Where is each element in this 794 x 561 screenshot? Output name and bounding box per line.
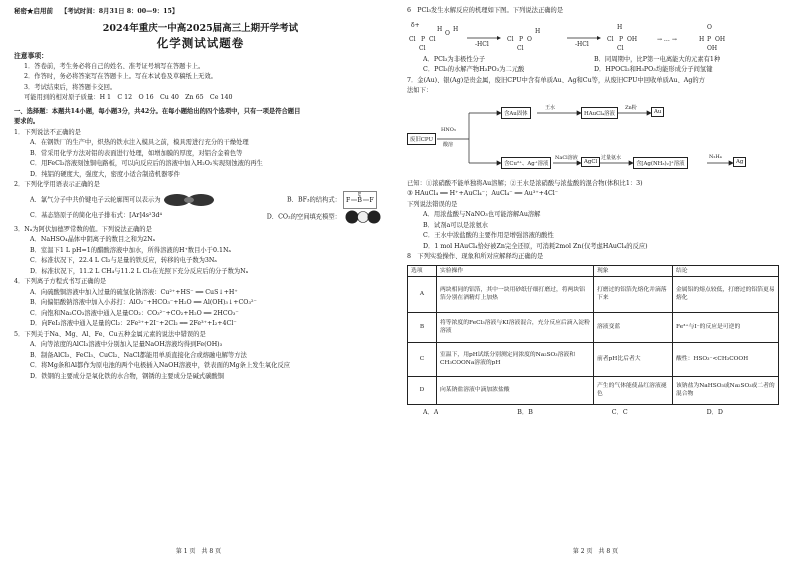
atomic-mass-note: 可能用到的相对原子质量：H 1 C 12 O 16 Cu 40 Zn 65 Ce 140 — [24, 94, 233, 101]
q4-stem: 4．下列离子方程式书写正确的是 — [14, 278, 107, 285]
flow-label-hydrazine: N₂H₄ — [709, 153, 722, 160]
table-cell: 两块相同的铝箔，其中一块用砂纸仔细打磨过，将两块铝箔分别在酒精灯上加热 — [437, 276, 594, 312]
note-item: 1．答卷前，考生务必将自己的姓名、准考证号填写在答题卡上。 — [24, 62, 205, 70]
svg-text:O: O — [707, 23, 712, 31]
q6-option-c: C．PCl₃的水解产物H₃PO₃为二元酸 — [423, 66, 525, 73]
svg-text:OH: OH — [715, 35, 726, 43]
q4-option-b: B．向偏铝酸钠溶液中加入小苏打：AlO₂⁻+HCO₃⁻+H₂O ══ Al(OH)₃↓+CO₃²⁻ — [30, 299, 257, 306]
q8-option-b: B．B — [517, 408, 533, 416]
flow-label-acid: 酸溶 — [443, 141, 454, 148]
note-item: 2．作答时，务必将答案写在答题卡上。写在本试卷及草稿纸上无效。 — [24, 73, 217, 80]
q1-option-b: B．常采用化学方法对铝的表面进行处理，如增加膜的厚度，对铝合金着色等 — [30, 149, 243, 157]
svg-text:Cl: Cl — [607, 35, 614, 43]
experiment-table — [407, 265, 779, 405]
q7-info-1: 已知：①浓硝酸不能单独将Au溶解；②王水是浓硝酸与浓盐酸的混合物(体积比1：3) — [407, 179, 643, 187]
q7-stem-cont: 法如下： — [407, 87, 433, 94]
table-row — [408, 342, 779, 376]
q2-stem: 2．下列化学用语表示正确的是 — [14, 181, 100, 188]
q5-option-b: B．制备AlCl₃、FeCl₃、CuCl₂、NaCl都能用单质直接化合或熔融电解等方法 — [30, 351, 247, 359]
recovery-flowchart — [407, 99, 784, 179]
svg-text:Cl: Cl — [429, 35, 436, 43]
svg-text:H: H — [699, 35, 705, 43]
page-footer-left: 第 1 页 共 8 页 — [175, 548, 222, 555]
mech-label-hcl-1: -HCl — [475, 40, 489, 48]
svg-text:P: P — [519, 35, 524, 43]
q4-option-d: D．向FeI₂溶液中通入足量的Cl₂：2Fe²⁺+2I⁻+2Cl₂ ══ 2Fe³⁺+I₂+4Cl⁻ — [30, 320, 237, 327]
q6-option-a: A．PCl₃为非极性分子 — [423, 55, 486, 63]
table-cell: D — [408, 376, 437, 404]
q2-option-a: A．氯气分子中共价键电子云轮廓图可以表示为 — [30, 193, 215, 207]
svg-text:F: F — [358, 192, 362, 197]
svg-text:Cl: Cl — [617, 44, 624, 52]
q5-option-c: C．将Mg条和Al都作为原电池的两个电极插入NaOH溶液中，铁表面的Mg条上发生氧化反应 — [30, 362, 291, 369]
flow-label-aqua-regia: 王水 — [545, 104, 556, 111]
q8-option-c: C．C — [611, 408, 628, 416]
svg-text:OH: OH — [707, 44, 718, 52]
flow-box-ag-complex: 含[Ag(NH₃)₂]⁺溶液 — [633, 157, 688, 169]
table-cell: 打磨过的铝箔先熔化并滴落下来 — [594, 276, 673, 312]
bf3-structure-icon — [343, 191, 377, 209]
page-right — [397, 0, 794, 561]
table-header-row — [408, 265, 779, 276]
svg-text:P: P — [421, 35, 426, 43]
q1-option-c: C．用FeCl₃溶液刻蚀铜电路板，可以向反应后的溶液中加入H₂O₂实现刻蚀液的再生 — [30, 160, 263, 167]
table-row — [408, 276, 779, 312]
svg-text:→ … →: → … → — [657, 35, 677, 43]
svg-text:Cl: Cl — [409, 35, 416, 43]
q7-stem-3: 下列说法错误的是 — [407, 200, 458, 208]
q3-option-b: B．室温下1 L pH=1的醋酸溶液中加水，所得溶液的H⁺数目小于0.1Nₐ — [30, 246, 231, 254]
mech-label-hcl-2: -HCl — [575, 40, 589, 48]
flow-box-agcl: AgCl — [581, 157, 600, 167]
table-cell: Fe³⁺与I⁻的反应是可逆的 — [673, 312, 779, 342]
q3-option-c: C．标准状况下，22.4 L Cl₂与足量的铁反应，转移的电子数为3Nₐ — [30, 257, 217, 264]
q8-stem: 8 下列实验操作、现象和所对应解释均正确的是 — [407, 253, 544, 260]
page-footer-right: 第 2 页 共 8 页 — [572, 548, 619, 555]
table-cell: 该钠盐为NaHSO₃或Na₂SO₃或二者的混合物 — [673, 376, 779, 404]
q7-option-a: A．用浓盐酸与NaNO₃也可能溶解Au溶解 — [423, 211, 541, 218]
q5-option-a: A．向等浓度的AlCl₃溶液中分别加入足量NaOH溶液均得到Fe(OH)₃ — [30, 341, 223, 348]
q5-option-d: D．铁钢的主要成分是氧化铁的水合物，钢锈的主要成分是碱式碳酸铜 — [30, 372, 224, 380]
q6-option-d: D．HPOCl₂和H₃PO₃均能形成分子间氢键 — [594, 66, 713, 73]
flow-label-zn: Zn粉 — [625, 104, 637, 111]
note-item: 3．考试结束后，将答题卡交回。 — [24, 83, 117, 91]
q2-option-b: B．BF₃的结构式： F B F F — [287, 191, 377, 209]
q6-row-cd — [407, 65, 784, 76]
q4-option-a: A．向硫酸铜溶液中加入过量的硫氢化钠溶液：Cu²⁺+HS⁻ ══ CuS↓+H⁺ — [30, 288, 238, 296]
q7-option-d: D．1 mol HAuCl₄恰好被Zn完全还原，可消耗2mol Zn(仅考虑HAuCl₄的反应) — [423, 242, 648, 250]
svg-text:P: P — [619, 35, 624, 43]
q3-stem: 3．Nₐ为阿伏加德罗常数的值。下列说法正确的是 — [14, 225, 152, 233]
notes-title: 注意事项： — [14, 51, 48, 60]
flow-box-cu-ag-solution: 含Cu²⁺、Ag⁺溶液 — [501, 157, 551, 169]
exam-time: 【考试时间：8月31日 8：00—9：15】 — [61, 8, 179, 15]
flow-label-ammonia: 过量氨水 — [601, 154, 622, 161]
table-cell: 溶液变蓝 — [594, 312, 673, 342]
svg-text:H: H — [535, 27, 541, 35]
svg-text:Cl: Cl — [517, 44, 524, 52]
school-title: 2024年重庆一中高2025届高三上期开学考试 — [102, 22, 299, 34]
table-cell: C — [408, 342, 437, 376]
q2-option-c: C．基态铬原子的简化电子排布式：[Ar]4s²3d⁴ — [30, 212, 163, 220]
svg-text:Cl: Cl — [507, 35, 514, 43]
q5-stem: 5．下列关于Na、Mg、Al、Fe、Cu五种金属元素的说法中错误的是 — [14, 330, 206, 338]
svg-text:P: P — [707, 35, 712, 43]
q4-option-c: C．向饱和Na₂CO₃溶液中通入足量CO₂：CO₃²⁻+CO₂+H₂O ══ 2HCO₃⁻ — [30, 309, 239, 317]
q2-row-ab — [14, 191, 387, 209]
svg-text:H: H — [437, 25, 443, 33]
hydrolysis-mechanism — [407, 19, 784, 53]
flow-box-silver: Ag — [733, 157, 746, 167]
section-title: 一、选择题：本题共14小题，每小题3分，共42分。在每小题给出的四个选项中，只有一项是符合题目 — [14, 107, 301, 115]
flow-box-au-solid: 含Au固体 — [501, 107, 531, 119]
svg-text:O: O — [445, 29, 450, 37]
svg-text:B: B — [357, 196, 362, 204]
flow-label-hno3: HNO₃ — [441, 126, 456, 133]
exam-header — [14, 6, 387, 18]
svg-text:H: H — [617, 23, 623, 31]
subject-title: 化学测试试题卷 — [156, 35, 245, 50]
q1-stem: 1．下列说法不正确的是 — [14, 128, 81, 136]
flow-label-nacl: NaCl溶液 — [555, 154, 578, 161]
svg-text:OH: OH — [627, 35, 638, 43]
table-cell: 向某钠盐溶液中滴加浓盐酸 — [437, 376, 594, 404]
table-cell: 金属铝的熔点较低，打磨过的铝箔更易熔化 — [673, 276, 779, 312]
q2-row-cd — [14, 209, 387, 225]
table-cell: 室温下，用pH试纸分别测定同浓度的Na₂SO₃溶液和CH₃COONa溶液的pH — [437, 342, 594, 376]
q1-option-d: D．纯铝的硬度大，强度大，密度小适合制造机器零件 — [30, 170, 180, 178]
table-header: 实验操作 — [437, 265, 594, 276]
table-header: 现象 — [594, 265, 673, 276]
q7-info-2: ③ HAuCl₄ ══ H⁺+AuCl₄⁻；AuCl₄⁻ ══ Au³⁺+4Cl⁻ — [407, 190, 559, 197]
q8-option-d: D．D — [706, 408, 723, 416]
table-cell: A — [408, 276, 437, 312]
q2-option-d: D．CO₂的空间填充模型： — [267, 210, 383, 224]
flow-box-cpu: 废旧CPU — [407, 133, 436, 145]
table-row — [408, 376, 779, 404]
q1-option-a: A．在钢铁厂的生产中，炽热的铁水注入模具之前，模具需进行充分的干燥处理 — [30, 139, 249, 146]
svg-text:H: H — [453, 25, 459, 33]
svg-text:F: F — [369, 196, 374, 204]
mechanism-diagram — [407, 19, 782, 53]
q8-option-a: A．A — [423, 408, 439, 416]
section-title-cont: 要求的。 — [14, 118, 40, 125]
chlorine-orbital-icon — [163, 193, 215, 207]
q3-option-d: D．标准状况下，11.2 L CH₄与11.2 L Cl₂在光照下充分反应后的分子数为Nₐ — [30, 267, 249, 275]
table-header: 选项 — [408, 265, 437, 276]
q7-stem: 7．金(Au)、银(Ag)是贵金属，废旧CPU中含有单质Au、Ag和Cu等，从废旧CPU中回收单质Au、Ag的方 — [407, 76, 705, 84]
svg-text:F: F — [346, 196, 351, 204]
svg-text:δ+: δ+ — [411, 21, 420, 29]
table-cell: 前者pH比后者大 — [594, 342, 673, 376]
secret-label: 秘密★启用前 — [14, 7, 53, 15]
table-cell: 产生的气体能使品红溶液褪色 — [594, 376, 673, 404]
table-header: 结论 — [673, 265, 779, 276]
q8-answer-options — [407, 408, 723, 419]
q3-option-a: A．NaHSO₄晶体中阴离子的数目之和为2Nₐ — [30, 236, 156, 243]
q6-stem: 6 PCl₃发生水解反应的机理如下图。下列说法正确的是 — [407, 7, 564, 14]
q7-option-c: C．王水中浓盐酸的主要作用是增强溶液的酸性 — [423, 232, 554, 239]
table-cell: 将等浓度的FeCl₃溶液与KI溶液混合，充分反应后滴入淀粉溶液 — [437, 312, 594, 342]
q6-option-b: B．同周期中，比P第一电离能大的元素有1种 — [594, 55, 721, 63]
q7-option-b: B．试剂a可以是浓氨水 — [423, 221, 489, 229]
flow-box-haucl4: HAuCl₄溶液 — [581, 107, 618, 119]
svg-text:Cl: Cl — [419, 44, 426, 52]
co2-space-filling-icon — [343, 210, 383, 224]
flow-box-gold: Au — [651, 107, 664, 117]
svg-text:O: O — [527, 35, 532, 43]
table-cell: B — [408, 312, 437, 342]
table-row — [408, 312, 779, 342]
table-cell: 酸性：HSO₃⁻<CH₃COOH — [673, 342, 779, 376]
q6-row-ab — [407, 55, 784, 66]
